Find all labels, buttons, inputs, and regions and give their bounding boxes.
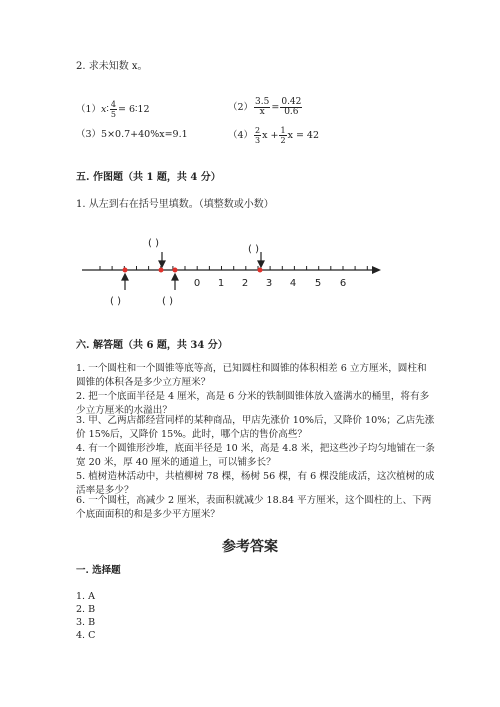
point-dot [159,268,164,273]
answers-title: 参考答案 [222,539,278,555]
problem-1: 1. 一个圆柱和一个圆锥等底等高，已知圆柱和圆锥的体积相差 6 立方厘米，圆柱和圆锥的体积各是多少立方厘米？ [76,363,427,388]
question-text: 1. 从左到右在括号里填数。（填整数或小数） [76,199,274,210]
arrow-right-icon [372,266,381,274]
equation-1 [76,100,150,119]
tick-label-2: 2 [241,278,249,289]
arrow-head [122,274,128,280]
arrow-head [258,261,264,267]
answer-item: 4. C [76,630,96,641]
fraction: $\frac{4}{5}$ [110,100,116,119]
answer-blank: ( ) [248,244,259,255]
equation-middle: x + [262,130,279,141]
section-title: 六. 解答题（共 6 题，共 34 分） [76,340,228,351]
equation-2 [228,98,303,117]
colon: ∶ [106,104,109,115]
point-dot [173,268,178,273]
answer-item: 1. A [76,591,95,602]
tick-labels [194,278,346,289]
answer-blank: ( ) [148,238,159,249]
problem-6: 6. 一个圆柱，高减少 2 厘米，表面积就减少 18.84 平方厘米，这个圆柱的上、下两个底面面积的和是多少平方厘米？ [76,495,432,520]
tick-label-3: 3 [265,278,273,289]
answers-section-title: 一. 选择题 [76,565,121,576]
fraction: $\frac{0.42}{0.6}$ [281,97,302,117]
arrow-head [159,261,165,267]
number-line-figure [78,232,388,312]
problem-5: 5. 植树造林活动中，共植柳树 78 棵，杨树 56 棵，有 6 棵没能成活，这次植树的成活率是多少？ [76,471,435,496]
problem-3: 3. 甲、乙两店都经营同样的某种商品，甲店先涨价 10%后，又降价 10%；乙店先涨价 15%后，又降价 15%。此时，哪个店的售价高些？ [76,415,435,440]
equation-4 [228,126,319,145]
tick-label-0: 0 [193,278,201,289]
answer-item: 2. B [76,604,96,615]
tick-label-6: 6 [339,278,347,289]
arrow-head [172,274,178,280]
equation-rest: = 6∶12 [117,104,150,115]
fraction: $\frac{3.5}{x}$ [255,97,270,117]
fraction: $\frac{1}{2}$ [280,126,286,145]
section-title: 五. 作图题（共 1 题，共 4 分） [76,172,221,183]
tick-marks [100,266,367,270]
answer-item: 3. B [76,617,96,628]
question-heading: 2. 求未知数 x。 [76,61,148,72]
problem-2: 2. 把一个底面半径是 4 厘米，高是 6 分米的铁制圆锥体放入盛满水的桶里，将有多少立方厘米的水溢出？ [76,391,430,416]
point-dot [258,268,263,273]
equation-number: （3） [76,129,102,140]
fraction: $\frac{2}{3}$ [255,126,261,145]
equals-sign: = [271,102,280,113]
tick-label-4: 4 [289,278,297,289]
equation-number: （2） [228,102,254,113]
answer-blank: ( ) [110,296,121,307]
answer-blank: ( ) [162,296,173,307]
problem-4: 4. 有一个圆锥形沙堆，底面半径是 10 米，高是 4.8 米，把这些沙子均匀地铺在一条宽 20 米，厚 40 厘米的通道上，可以铺多长？ [76,443,435,468]
equation-number: （1） [76,104,102,115]
equation-text: 5×0.7+40%x=9.1 [101,129,188,140]
tick-label-1: 1 [217,278,225,289]
equation-number: （4） [228,130,254,141]
equation-rest: x = 42 [287,130,320,141]
point-dot [123,268,128,273]
variable-x: x [101,104,107,115]
equation-3 [76,128,188,142]
tick-label-5: 5 [314,278,322,289]
